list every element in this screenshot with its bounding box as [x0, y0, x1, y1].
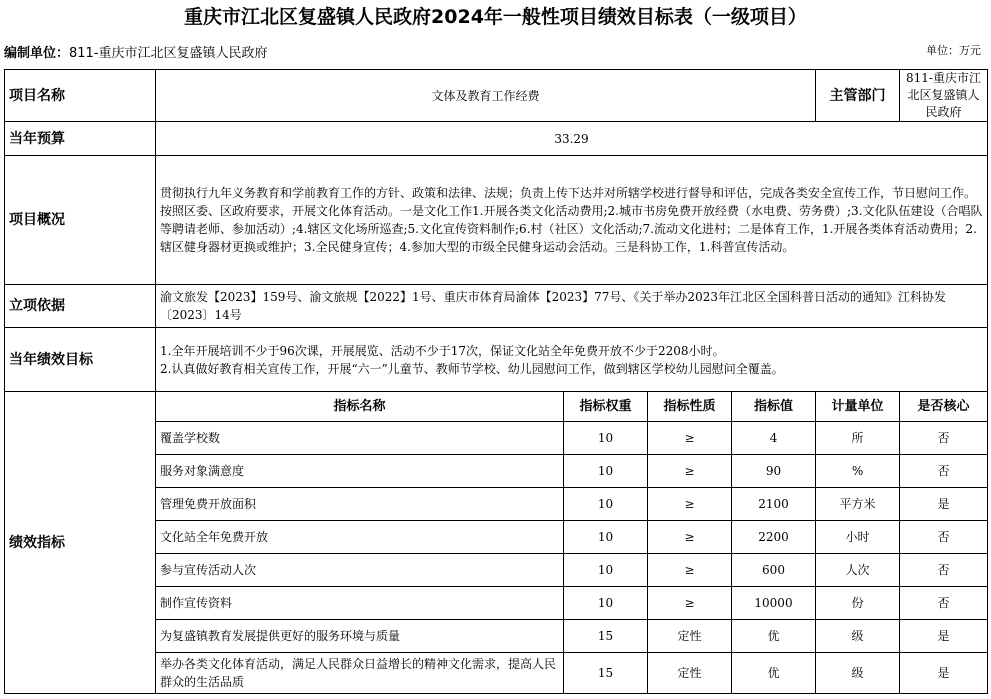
indicator-name: 覆盖学校数 — [156, 422, 564, 455]
row-budget — [5, 122, 988, 156]
indicator-core: 是 — [900, 488, 988, 521]
overview-paragraph-1: 贯彻执行九年义务教育和学前教育工作的方针、政策和法律、法规；负责上传下达并对所辖学校进行督导和评估，完成各类安全宣传工作，节日慰问工作。 — [160, 186, 977, 200]
indicator-core: 否 — [900, 455, 988, 488]
project-name-value: 文体及教育工作经费 — [156, 70, 816, 122]
indicator-nature: ≥ — [648, 422, 732, 455]
indicator-unit: 级 — [816, 620, 900, 653]
indicator-unit: % — [816, 455, 900, 488]
indicator-header-row — [5, 392, 988, 422]
indicator-core: 是 — [900, 653, 988, 694]
indicator-value: 优 — [732, 620, 816, 653]
indicator-weight: 10 — [564, 521, 648, 554]
indicator-nature: ≥ — [648, 455, 732, 488]
indicator-name: 文化站全年免费开放 — [156, 521, 564, 554]
header-unit: 计量单位 — [816, 392, 900, 422]
indicator-weight: 10 — [564, 422, 648, 455]
header-nature: 指标性质 — [648, 392, 732, 422]
indicator-nature: ≥ — [648, 488, 732, 521]
indicator-value: 2200 — [732, 521, 816, 554]
basis-label: 立项依据 — [5, 285, 156, 328]
indicator-core: 否 — [900, 422, 988, 455]
project-name-label: 项目名称 — [5, 70, 156, 122]
row-overview — [5, 156, 988, 285]
compiling-unit-label: 编制单位： — [4, 46, 70, 61]
budget-value: 33.29 — [156, 122, 988, 156]
indicator-unit: 平方米 — [816, 488, 900, 521]
indicator-weight: 10 — [564, 455, 648, 488]
performance-table — [4, 69, 988, 694]
header-core: 是否核心 — [900, 392, 988, 422]
indicator-nature: ≥ — [648, 554, 732, 587]
header-indicator-name: 指标名称 — [156, 392, 564, 422]
indicator-value: 90 — [732, 455, 816, 488]
row-goal — [5, 328, 988, 392]
indicator-nature: 定性 — [648, 620, 732, 653]
indicators-label: 绩效指标 — [5, 392, 156, 694]
indicator-core: 是 — [900, 620, 988, 653]
dept-label: 主管部门 — [816, 70, 900, 122]
indicator-core: 否 — [900, 587, 988, 620]
indicator-name: 管理免费开放面积 — [156, 488, 564, 521]
overview-value — [156, 156, 988, 285]
header-value: 指标值 — [732, 392, 816, 422]
indicator-nature: ≥ — [648, 587, 732, 620]
indicator-unit: 小时 — [816, 521, 900, 554]
indicator-value: 4 — [732, 422, 816, 455]
indicator-name: 服务对象满意度 — [156, 455, 564, 488]
indicator-unit: 级 — [816, 653, 900, 694]
indicator-unit: 所 — [816, 422, 900, 455]
budget-label: 当年预算 — [5, 122, 156, 156]
row-project-name — [5, 70, 988, 122]
indicator-value: 600 — [732, 554, 816, 587]
indicator-name: 举办各类文化体育活动，满足人民群众日益增长的精神文化需求，提高人民群众的生活品质 — [156, 653, 564, 694]
indicator-nature: ≥ — [648, 521, 732, 554]
indicator-weight: 10 — [564, 488, 648, 521]
indicator-unit: 份 — [816, 587, 900, 620]
goal-paragraph-1: 1.全年开展培训不少于96次课，开展展览、活动不少于17次，保证文化站全年免费开放不少于2208小时。 — [160, 343, 725, 358]
currency-unit: 单位：万元 — [926, 44, 981, 57]
basis-value: 渝文旅发【2023】159号、渝文旅规【2022】1号、重庆市体育局渝体【2023】77号、《关于举办2023年江北区全国科普日活动的通知》江科协发〔2023〕14号 — [156, 285, 988, 328]
compiling-unit-value: 811-重庆市江北区复盛镇人民政府 — [69, 46, 268, 61]
indicator-value: 2100 — [732, 488, 816, 521]
indicator-name: 制作宣传资料 — [156, 587, 564, 620]
header-weight: 指标权重 — [564, 392, 648, 422]
indicator-core: 否 — [900, 521, 988, 554]
indicator-name: 为复盛镇教育发展提供更好的服务环境与质量 — [156, 620, 564, 653]
indicator-unit: 人次 — [816, 554, 900, 587]
indicator-nature: 定性 — [648, 653, 732, 694]
goal-value — [156, 328, 988, 392]
indicator-weight: 15 — [564, 620, 648, 653]
compiling-unit — [4, 42, 268, 61]
indicator-weight: 10 — [564, 554, 648, 587]
page-title: 重庆市江北区复盛镇人民政府2024年一般性项目绩效目标表（一级项目） — [184, 6, 807, 28]
indicator-name: 参与宣传活动人次 — [156, 554, 564, 587]
indicator-value: 10000 — [732, 587, 816, 620]
indicator-weight: 15 — [564, 653, 648, 694]
dept-value: 811-重庆市江北区复盛镇人民政府 — [900, 70, 988, 122]
indicator-value: 优 — [732, 653, 816, 694]
goal-label: 当年绩效目标 — [5, 328, 156, 392]
indicator-weight: 10 — [564, 587, 648, 620]
goal-paragraph-2: 2.认真做好教育相关宣传工作，开展“六一”儿童节、教师节学校、幼儿园慰问工作，做到辖区学校幼儿园慰问全覆盖。 — [160, 361, 784, 376]
row-basis — [5, 285, 988, 328]
overview-paragraph-2: 按照区委、区政府要求，开展文化体育活动。一是文化工作1.开展各类文化活动费用;2.城市书房免费开放经费（水电费、劳务费）;3.文化队伍建设（合唱队等聘请老师、参加活动）;4.辖区文化场所巡查;5.文化宣传资料制作;6.村（社区）文化活动;7.流动文化进村；二是体育工作，1.开展各类体育活动费用；2.辖区健身器材更换或维护；3.全民健身宣传；4.参加大型的市级全民健身运动会活动。三是科协工作，1.科普宣传活动。 — [160, 204, 983, 254]
indicator-core: 否 — [900, 554, 988, 587]
overview-label: 项目概况 — [5, 156, 156, 285]
